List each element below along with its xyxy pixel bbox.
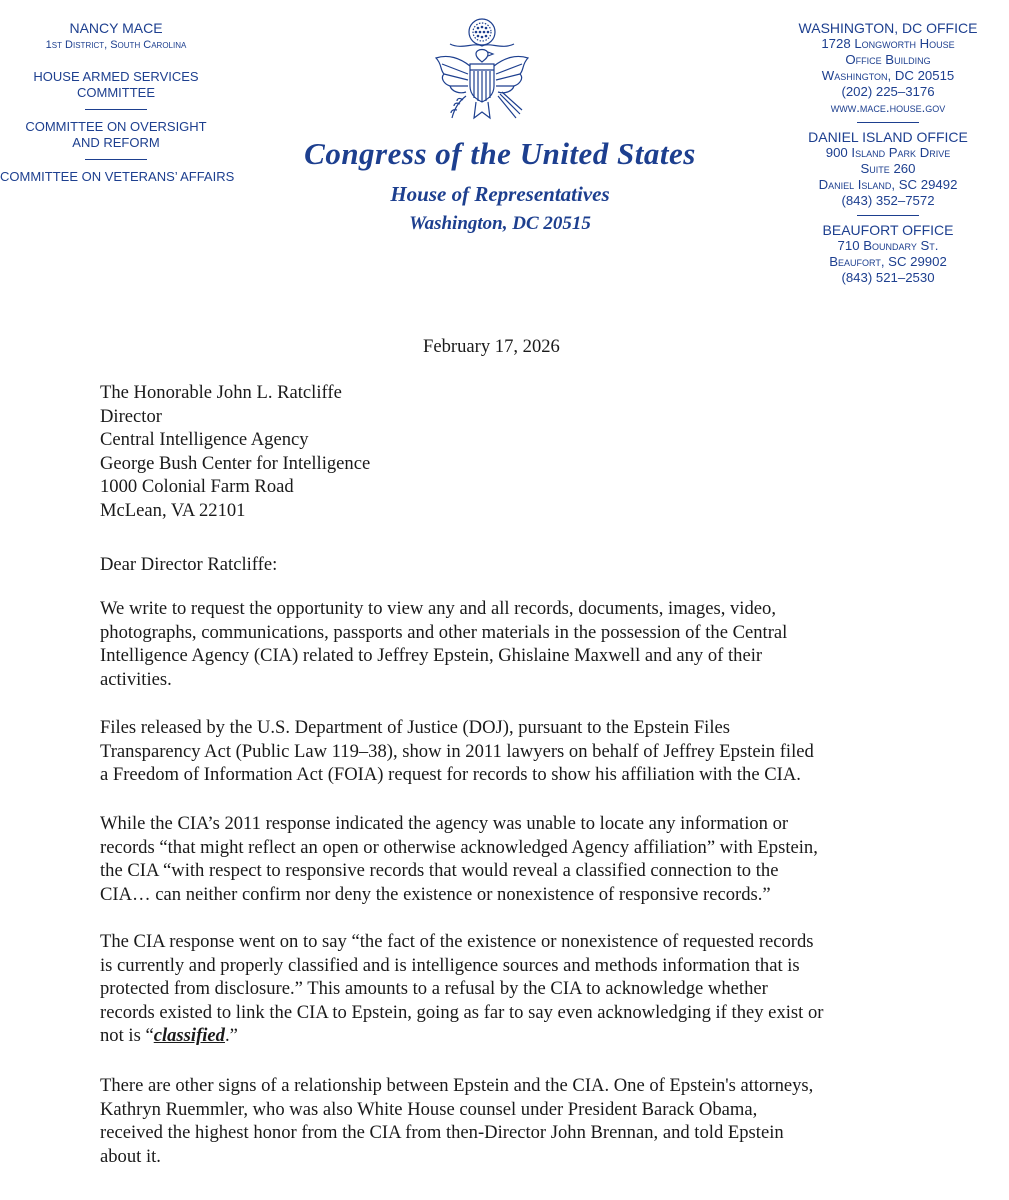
paragraph-line: Transparency Act (Public Law 119–38), show in 2011 lawyers on behalf of Jeffrey Epstein filed (100, 740, 814, 762)
paragraph-line: There are other signs of a relationship between Epstein and the CIA. One of Epstein's attorneys, (100, 1075, 814, 1096)
paragraph-line: received the highest honor from the CIA from then-Director John Brennan, and told Epstein (100, 1122, 784, 1144)
paragraph-line: photographs, communications, passports and other materials in the possession of the Central (100, 621, 788, 643)
daniel-island-address-line3: Daniel Island, SC 29492 (818, 177, 958, 192)
divider (85, 159, 147, 160)
paragraph-2 (100, 716, 910, 787)
paragraph-line: records existed to link the CIA to Epstein, going as far to say even acknowledging if they exist or (100, 1001, 824, 1023)
letter-date: February 17, 2026 (423, 336, 560, 357)
letterhead-right (768, 20, 1008, 286)
paragraph-line: protected from disclosure.” This amounts to a refusal by the CIA to acknowledge whether (100, 978, 768, 1000)
website: www.mace.house.gov (830, 100, 946, 115)
dc-office-title: WASHINGTON, DC OFFICE (798, 20, 978, 36)
line-prefix: not is “ (100, 1025, 154, 1047)
salutation-text: Dear Director Ratcliffe: (100, 554, 278, 575)
committee-oversight-line2: AND REFORM (72, 135, 160, 150)
paragraph-line: the CIA “with respect to responsive records that would reveal a classified connection to the (100, 860, 779, 882)
paragraph-1 (100, 597, 910, 691)
paragraph-line: While the CIA’s 2011 response indicated the agency was unable to locate any information or (100, 813, 789, 834)
dc-office-phone: (202) 225–3176 (841, 84, 935, 99)
daniel-island-office-title: DANIEL ISLAND OFFICE (808, 129, 968, 145)
recipient-line: 1000 Colonial Farm Road (100, 476, 294, 498)
paragraph-line: Files released by the U.S. Department of Justice (DOJ), pursuant to the Epstein Files (100, 717, 730, 738)
daniel-island-address-line1: 900 Island Park Drive (825, 145, 951, 160)
paragraph-line: Intelligence Agency (CIA) related to Jeffrey Epstein, Ghislaine Maxwell and any of their (100, 645, 763, 667)
committee-oversight-line1: COMMITTEE ON OVERSIGHT (25, 119, 207, 134)
eagle-seal-icon (430, 14, 534, 134)
committee-veterans: COMMITTEE ON VETERANS’ AFFAIRS (0, 169, 235, 184)
member-name: NANCY MACE (69, 20, 163, 36)
committee-armed-services-line2: COMMITTEE (77, 85, 155, 100)
paragraph-4 (100, 930, 910, 1048)
committee-armed-services-line1: HOUSE ARMED SERVICES (33, 69, 199, 84)
recipient-line: Central Intelligence Agency (100, 429, 309, 451)
paragraph-3 (100, 812, 910, 906)
paragraph-line: activities. (100, 668, 172, 690)
paragraph-5 (100, 1074, 910, 1168)
paragraph-line: records “that might reflect an open or otherwise acknowledged Agency affiliation” with Epstein, (100, 836, 818, 858)
beaufort-phone: (843) 521–2530 (841, 270, 935, 285)
divider (857, 122, 919, 123)
letterhead-house-title: House of Representatives (390, 182, 610, 206)
paragraph-line: We write to request the opportunity to view any and all records, documents, images, video, (100, 598, 776, 619)
recipient-line: Director (100, 405, 162, 427)
beaufort-address-line1: 710 Boundary St. (837, 238, 939, 253)
daniel-island-address-line2: Suite 260 (860, 161, 916, 176)
paragraph-line (100, 1024, 910, 1048)
paragraph-line: a Freedom of Information Act (FOIA) request for records to show his affiliation with the CIA. (100, 764, 801, 786)
letterhead-city: Washington, DC 20515 (409, 213, 591, 234)
paragraph-line: about it. (100, 1145, 161, 1167)
salutation (100, 553, 910, 577)
daniel-island-phone: (843) 352–7572 (841, 193, 935, 208)
line-suffix: .” (224, 1025, 238, 1047)
beaufort-office-title: BEAUFORT OFFICE (822, 222, 954, 238)
beaufort-address-line2: Beaufort, SC 29902 (829, 254, 947, 269)
letterhead-congress-title: Congress of the United States (304, 136, 696, 171)
dc-office-address-line2: Office Building (845, 52, 931, 67)
paragraph-line: is currently and properly classified and is intelligence sources and methods information that is (100, 954, 800, 976)
recipient-line: McLean, VA 22101 (100, 499, 246, 521)
recipient-line: George Bush Center for Intelligence (100, 452, 371, 474)
letterhead-left (0, 20, 235, 185)
dc-office-address-line3: Washington, DC 20515 (821, 68, 955, 83)
paragraph-line: CIA… can neither confirm nor deny the existence or nonexistence of responsive records.” (100, 883, 771, 905)
classified-emphasis: classified (153, 1025, 225, 1047)
dc-office-address-line1: 1728 Longworth House (821, 36, 955, 51)
recipient-address (100, 381, 910, 523)
member-district: 1st District, South Carolina (45, 39, 187, 51)
paragraph-line: Kathryn Ruemmler, who was also White House counsel under President Barack Obama, (100, 1098, 758, 1120)
paragraph-line: The CIA response went on to say “the fact of the existence or nonexistence of requested records (100, 931, 814, 952)
divider (85, 109, 147, 110)
recipient-line: The Honorable John L. Ratcliffe (100, 382, 342, 403)
divider (857, 215, 919, 216)
